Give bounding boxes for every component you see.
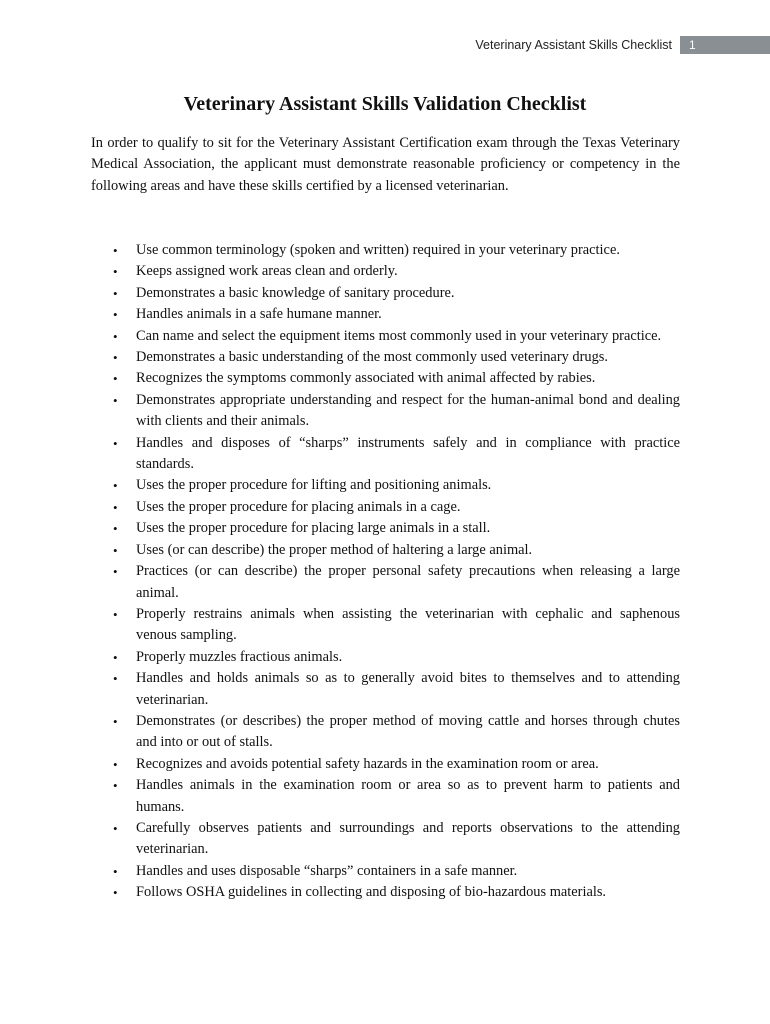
skill-text: Use common terminology (spoken and written) required in your veterinary practice. — [136, 242, 620, 258]
bullet-icon: • — [113, 713, 118, 729]
bullet-icon: • — [113, 499, 118, 515]
skill-item — [0, 347, 680, 368]
skill-text: Keeps assigned work areas clean and orderly. — [136, 263, 398, 280]
skill-item — [0, 711, 680, 754]
bullet-icon: • — [113, 521, 118, 537]
bullet-icon: • — [113, 350, 118, 366]
skill-item — [0, 775, 680, 818]
bullet-icon: • — [113, 885, 118, 901]
skill-text: Properly restrains animals when assisting the veterinarian with cephalic and saphenous venous sampling. — [136, 605, 680, 644]
bullet-icon: • — [113, 435, 118, 451]
skill-text: Uses the proper procedure for placing animals in a cage. — [136, 498, 461, 515]
bullet-icon: • — [113, 371, 118, 387]
skill-text: Uses (or can describe) the proper method of haltering a large animal. — [136, 541, 533, 558]
bullet-icon: • — [113, 542, 118, 558]
skill-text: Follows OSHA guidelines in collecting and disposing of bio-hazardous materials. — [136, 884, 607, 901]
bullet-icon: • — [113, 392, 118, 408]
bullet-icon: • — [113, 564, 118, 580]
bullet-icon: • — [113, 863, 118, 879]
document-title: Veterinary Assistant Skills Validation Checklist — [183, 93, 587, 115]
skill-item — [0, 882, 680, 903]
bullet-icon: • — [113, 756, 118, 772]
bullet-icon: • — [113, 671, 118, 687]
skill-item — [0, 283, 680, 304]
skill-text: Handles and holds animals so as to generally avoid bites to themselves and to attending veterinarian. — [136, 670, 680, 708]
skill-item — [0, 433, 680, 476]
skill-item — [0, 647, 680, 668]
page-header — [0, 36, 770, 56]
page-number-badge: 1 — [680, 36, 770, 54]
intro-paragraph: In order to qualify to sit for the Veterinary Assistant Certification exam through the Texas Veterinary Medical Association, the applicant must demonstrate reasonable proficiency or competency in the following areas and have these skills certified by a licensed veterinarian. — [91, 135, 680, 194]
skill-text: Demonstrates appropriate understanding and respect for the human-animal bond and dealing with clients and their animals. — [136, 391, 680, 430]
skill-item — [0, 604, 680, 647]
bullet-icon: • — [113, 264, 118, 280]
skill-text: Uses the proper procedure for placing large animals in a stall. — [136, 520, 491, 537]
skill-item — [0, 754, 680, 775]
bullet-icon: • — [113, 243, 118, 258]
skill-item — [0, 240, 680, 261]
skill-text: Practices (or can describe) the proper personal safety precautions when releasing a large animal. — [136, 563, 680, 601]
skill-text: Recognizes and avoids potential safety hazards in the examination room or area. — [136, 755, 599, 772]
skill-text: Handles and disposes of “sharps” instruments safely and in compliance with practice standards. — [136, 434, 680, 473]
skill-item — [0, 518, 680, 539]
skill-item — [0, 818, 680, 861]
bullet-icon: • — [113, 285, 118, 301]
skill-text: Can name and select the equipment items most commonly used in your veterinary practice. — [136, 327, 662, 344]
bullet-icon: • — [113, 478, 118, 494]
skill-text: Demonstrates a basic knowledge of sanitary procedure. — [136, 284, 455, 301]
skill-item — [0, 326, 680, 347]
skill-item — [0, 561, 680, 604]
skill-text: Recognizes the symptoms commonly associated with animal affected by rabies. — [136, 370, 596, 387]
bullet-icon: • — [113, 606, 118, 622]
header-title: Veterinary Assistant Skills Checklist — [475, 38, 672, 52]
skill-text: Demonstrates a basic understanding of the most commonly used veterinary drugs. — [136, 349, 608, 366]
bullet-icon: • — [113, 778, 118, 794]
skill-item — [0, 261, 680, 282]
skill-item — [0, 475, 680, 496]
skill-text: Properly muzzles fractious animals. — [136, 648, 343, 665]
bullet-icon: • — [113, 328, 118, 344]
skill-item — [0, 540, 680, 561]
bullet-icon: • — [113, 649, 118, 665]
bullet-icon: • — [113, 820, 118, 836]
skill-text: Handles and uses disposable “sharps” containers in a safe manner. — [136, 862, 518, 879]
skill-item — [0, 497, 680, 518]
bullet-icon: • — [113, 307, 118, 323]
skill-item — [0, 304, 680, 325]
skill-item — [0, 668, 680, 711]
skill-item — [0, 861, 680, 882]
skill-text: Uses the proper procedure for lifting and positioning animals. — [136, 477, 492, 494]
skill-text: Demonstrates (or describes) the proper method of moving cattle and horses through chutes and into or out of stalls. — [136, 712, 680, 751]
skill-item — [0, 368, 680, 389]
skills-list — [0, 240, 770, 904]
skill-text: Handles animals in the examination room or area so as to prevent harm to patients and humans. — [136, 777, 680, 815]
skill-text: Carefully observes patients and surroundings and reports observations to the attending veterinarian. — [136, 819, 680, 858]
skill-item — [0, 390, 680, 433]
skill-text: Handles animals in a safe humane manner. — [136, 306, 382, 323]
